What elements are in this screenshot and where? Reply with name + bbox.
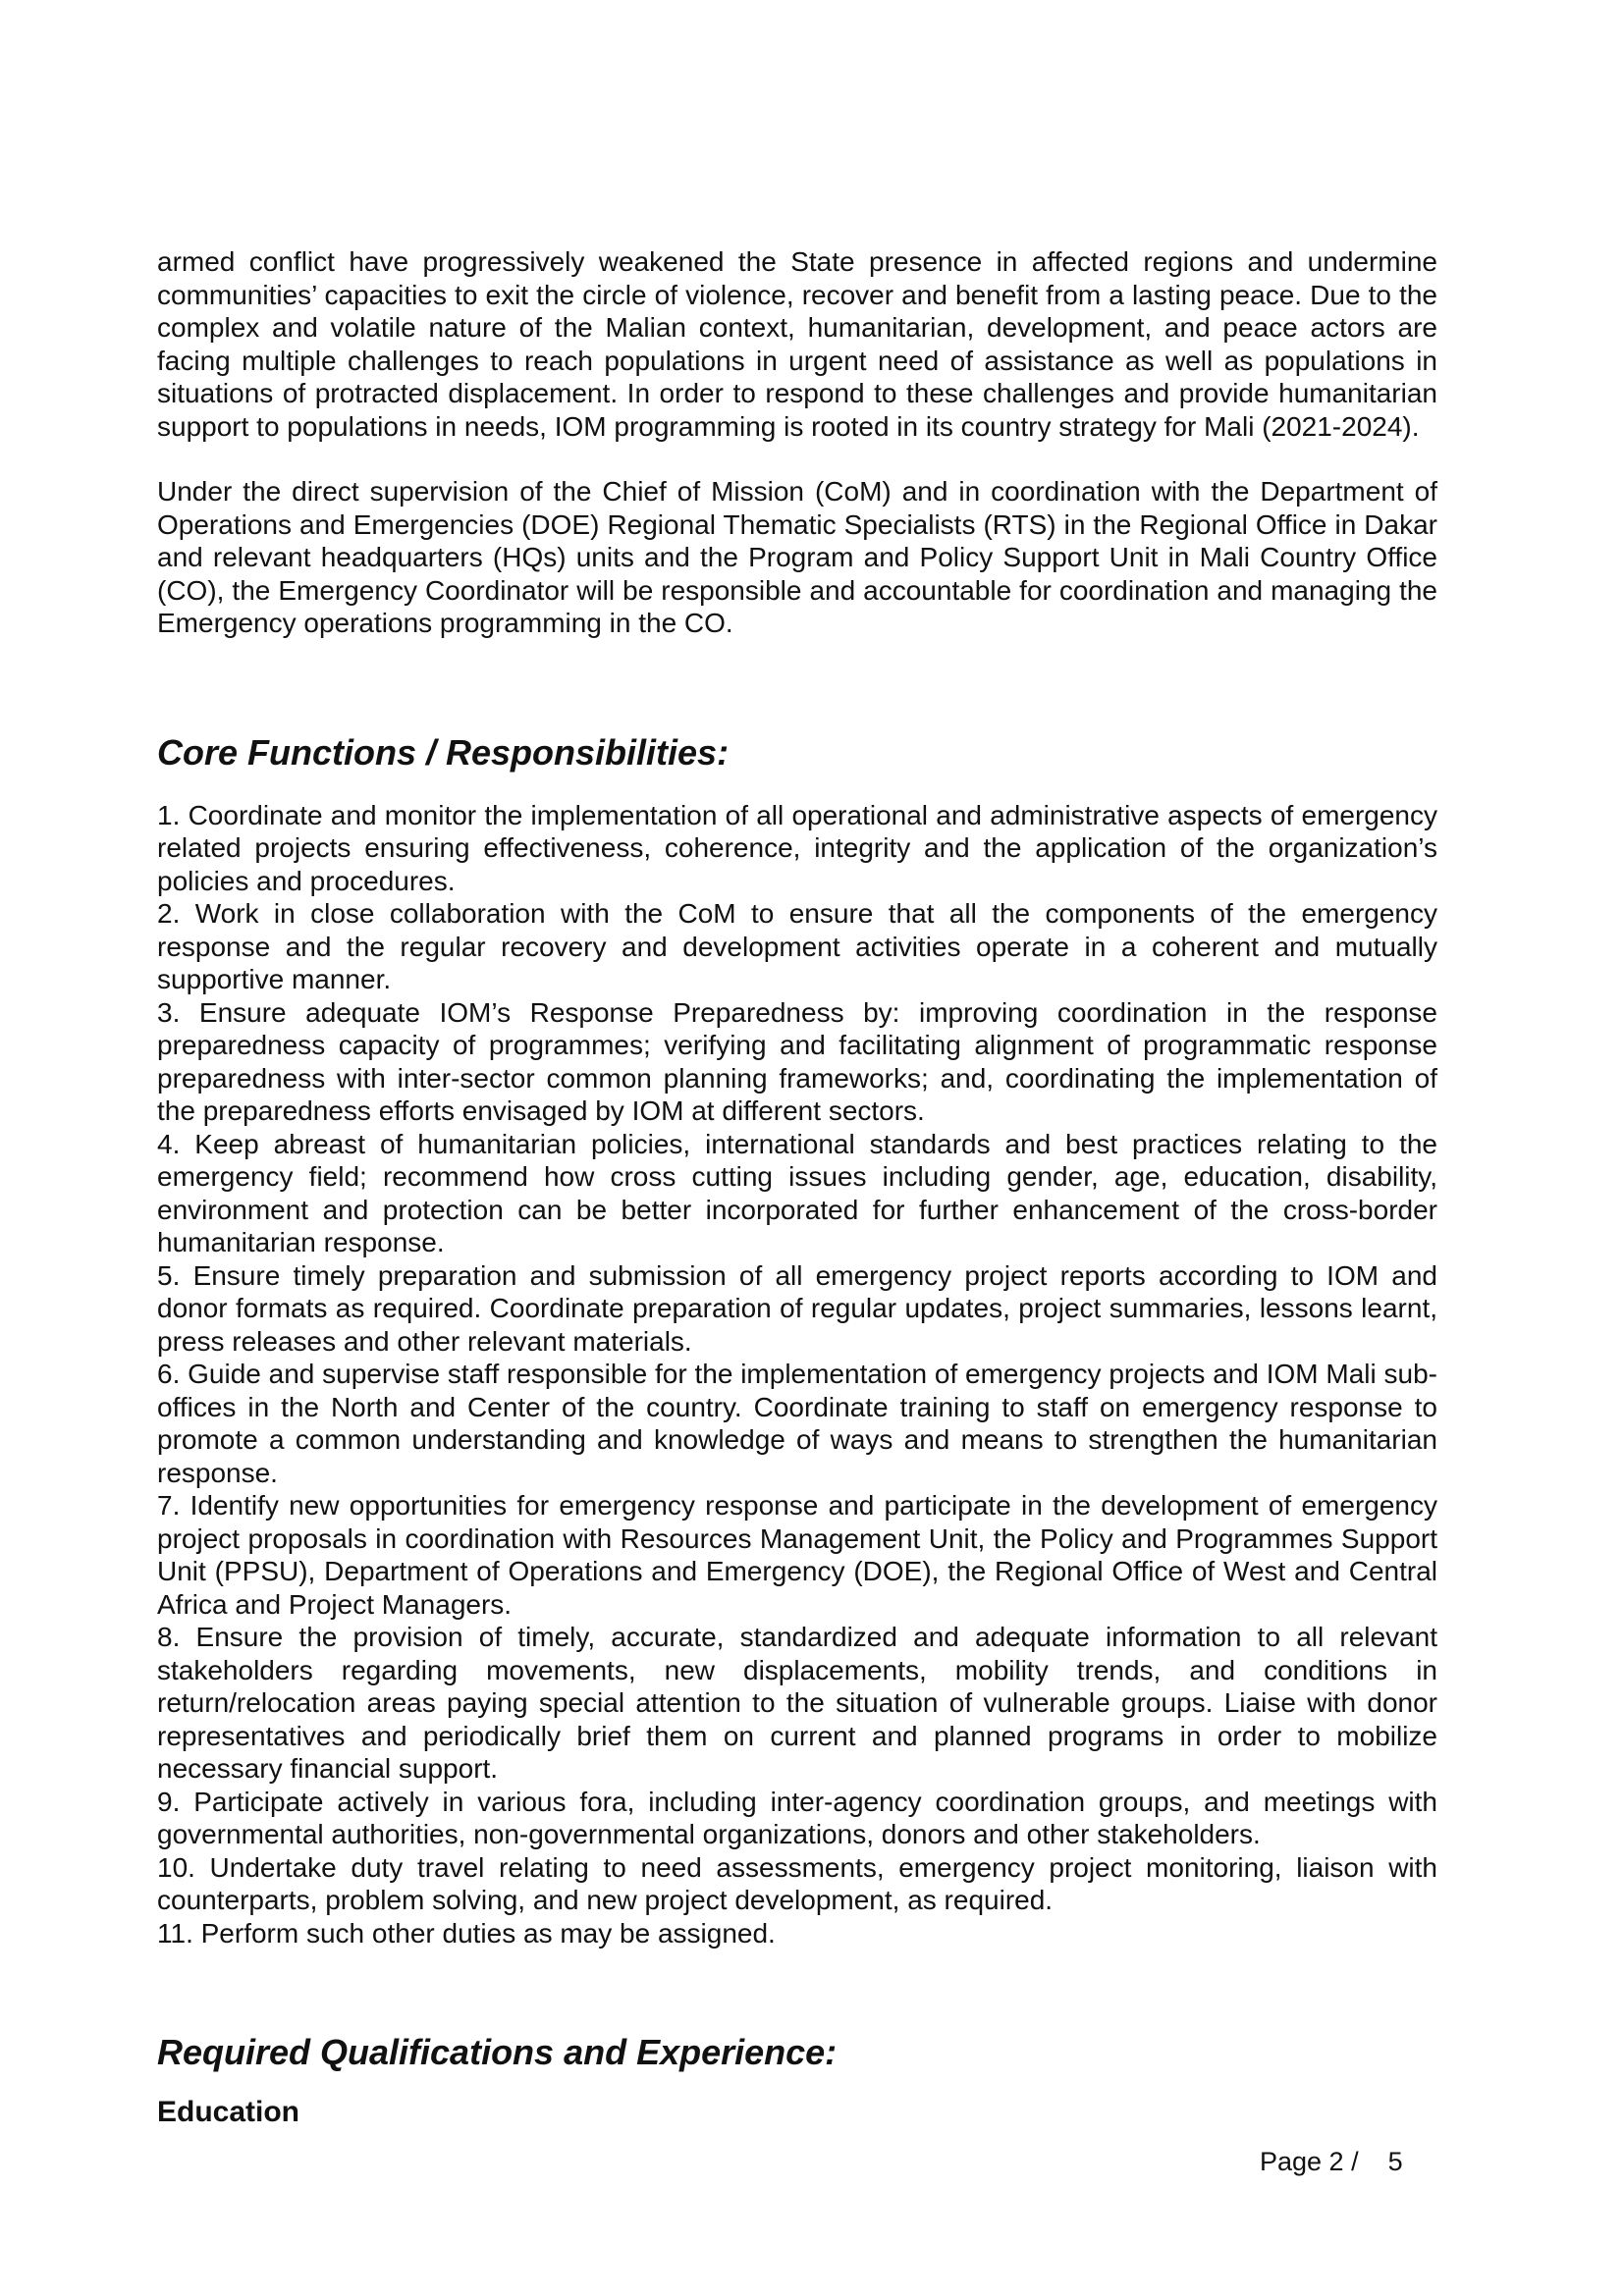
list-item: 1. Coordinate and monitor the implementation of all operational and administrative aspects of emergency related projects ensuring effectiveness, coherence, integrity and the application of the organization’s policies and procedures. — [157, 799, 1437, 896]
intro-paragraph-1: armed conflict have progressively weakened the State presence in affected regions and undermine communities’ capacities to exit the circle of violence, recover and benefit from a lasting peace. Due to the complex and volatile nature of the Malian context, humanitarian, development, and peace actors are facing multiple challenges to reach populations in urgent need of assistance as well as populations in situations of protracted displacement. In order to respond to these challenges and provide humanitarian support to populations in needs, IOM programming is rooted in its country strategy for Mali (2021-2024). — [157, 246, 1437, 442]
list-item: 8. Ensure the provision of timely, accurate, standardized and adequate information to all relevant stakeholders regarding movements, new displacements, mobility trends, and conditions in return/relocation areas paying special attention to the situation of vulnerable groups. Liaise with donor representatives and periodically brief them on current and planned programs in order to mobilize necessary financial support. — [157, 1622, 1437, 1784]
core-functions-heading: Core Functions / Responsibilities: — [157, 731, 730, 773]
list-item: 4. Keep abreast of humanitarian policies, international standards and best practices relating to the emergency field; recommend how cross cutting issues including gender, age, education, disability, environment and protection can be better incorporated for further enhancement of the cross-border humanitarian response. — [157, 1128, 1437, 1257]
intro-paragraph-2: Under the direct supervision of the Chief of Mission (CoM) and in coordination with the Department of Operations and Emergencies (DOE) Regional Thematic Specialists (RTS) in the Regional Office in Dakar and relevant headquarters (HQs) units and the Program and Policy Support Unit in Mali Country Office (CO), the Emergency Coordinator will be responsible and accountable for coordination and managing the Emergency operations programming in the CO. — [157, 476, 1437, 638]
list-item: 9. Participate actively in various fora, including inter-agency coordination groups, and meetings with governmental authorities, non-governmental organizations, donors and other stakeholders. — [157, 1786, 1437, 1849]
page-content — [157, 245, 1437, 2130]
list-item: 2. Work in close collaboration with the CoM to ensure that all the components of the emergency response and the regular recovery and development activities operate in a coherent and mutually supportive manner. — [157, 898, 1437, 994]
list-item: 5. Ensure timely preparation and submission of all emergency project reports according to IOM and donor formats as required. Coordinate preparation of regular updates, project summaries, lessons learnt, press releases and other relevant materials. — [157, 1259, 1437, 1357]
list-item: 6. Guide and supervise staff responsible for the implementation of emergency projects and IOM Mali sub-offices in the North and Center of the country. Coordinate training to staff on emergency response to promote a common understanding and knowledge of ways and means to strengthen the humanitarian response. — [157, 1359, 1437, 1488]
page-number: Page 2 / 5 — [1260, 2147, 1403, 2176]
list-item: 3. Ensure adequate IOM’s Response Preparedness by: improving coordination in the response preparedness capacity of programmes; verifying and facilitating alignment of programmatic response preparedness with inter-sector common planning frameworks; and, coordinating the implementation of the preparedness efforts envisaged by IOM at different sectors. — [157, 996, 1437, 1126]
list-item: 10. Undertake duty travel relating to need assessments, emergency project monitoring, liaison with counterparts, problem solving, and new project development, as required. — [157, 1851, 1437, 1915]
list-item: 7. Identify new opportunities for emergency response and participate in the development of emergency project proposals in coordination with Resources Management Unit, the Policy and Programmes Support Unit (PPSU), Department of Operations and Emergency (DOE), the Regional Office of West and Central Africa and Project Managers. — [157, 1490, 1437, 1620]
list-item: 11. Perform such other duties as may be assigned. — [157, 1917, 776, 1949]
education-subheading: Education — [157, 2096, 300, 2128]
core-functions-list — [157, 799, 1437, 1950]
qualifications-heading: Required Qualifications and Experience: — [157, 2032, 838, 2072]
